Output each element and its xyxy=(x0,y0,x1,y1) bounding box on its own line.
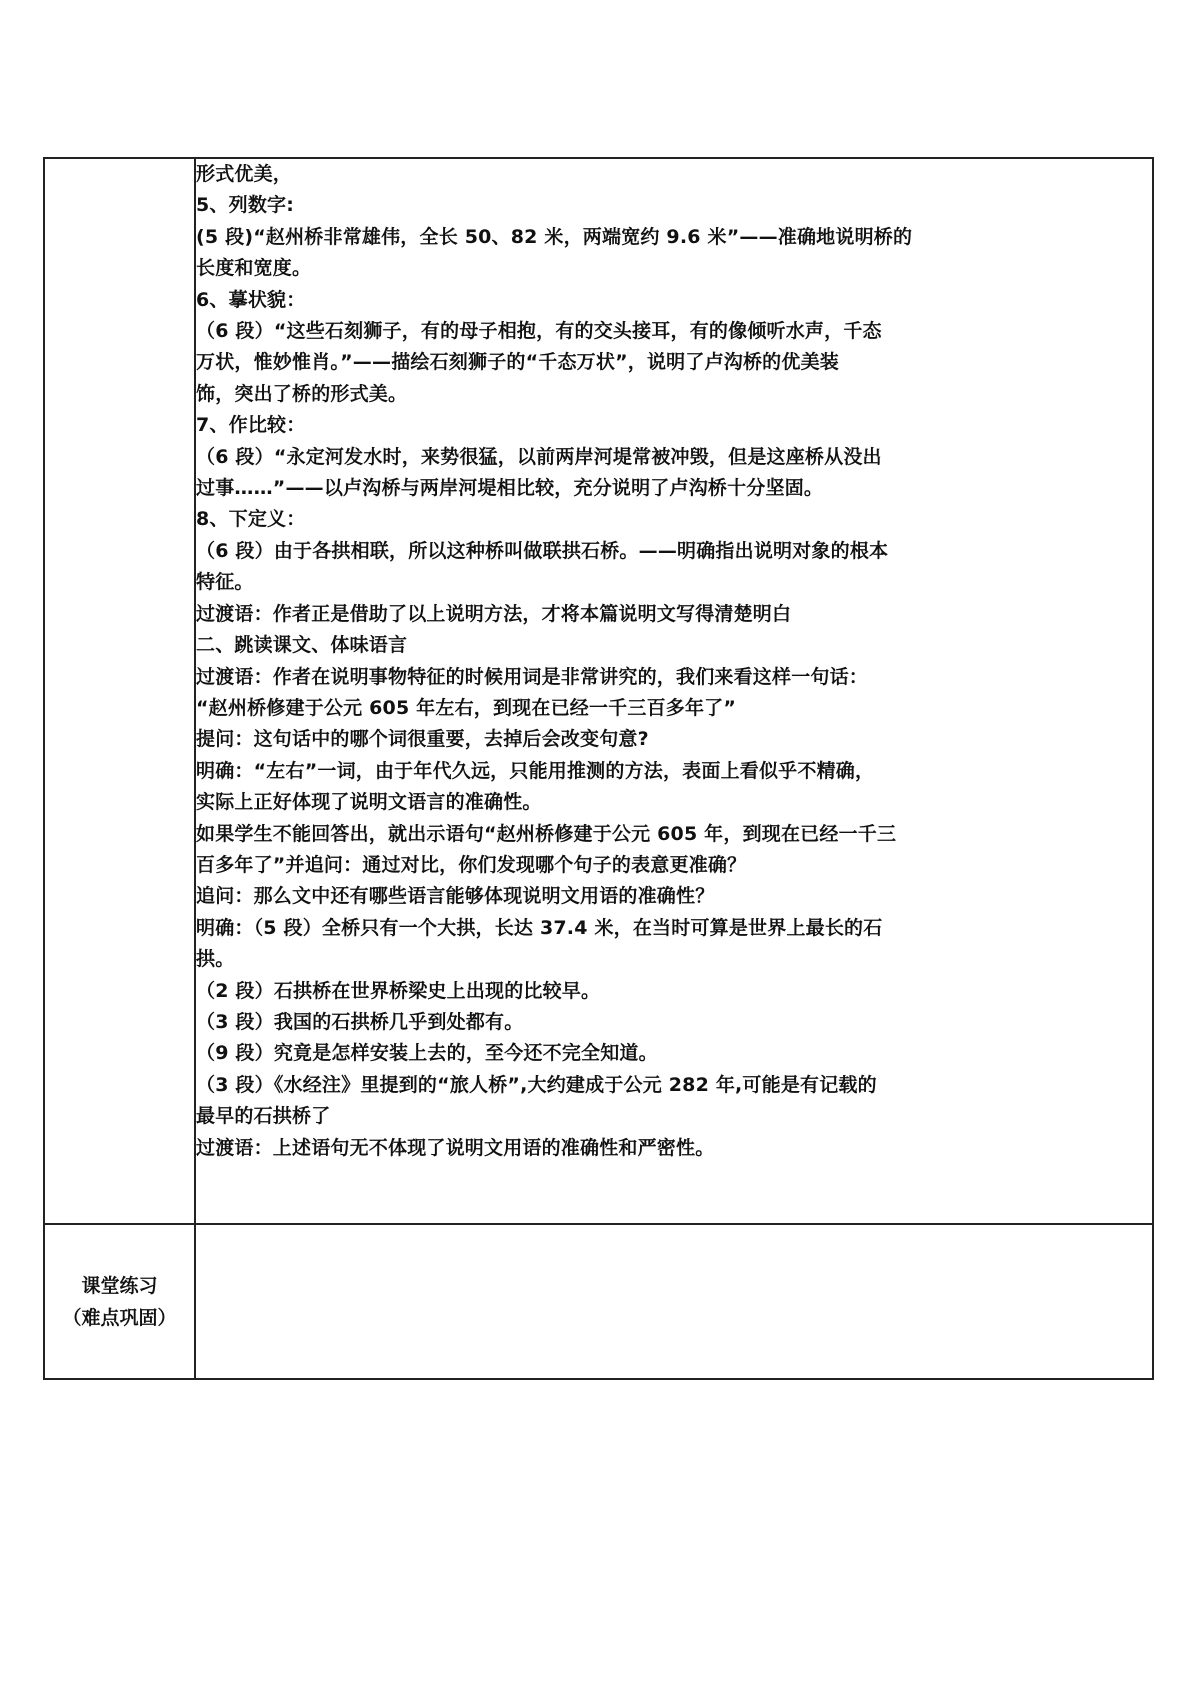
content-line: 6、摹状貌： xyxy=(196,288,306,311)
content-line: （6 段）“永定河发水时，来势很猛，以前两岸河堤常被冲毁，但是这座桥从没出 xyxy=(196,445,882,468)
content-line: 实际上正好体现了说明文语言的准确性。 xyxy=(196,791,542,814)
content-line: 饰，突出了桥的形式美。 xyxy=(196,382,408,405)
content-line: 追问：那么文中还有哪些语言能够体现说明文用语的准确性？ xyxy=(196,885,715,908)
content-line: 最早的石拱桥了 xyxy=(196,1105,331,1128)
practice-label-cell xyxy=(44,1224,195,1379)
lesson-plan-table xyxy=(43,157,1154,1380)
classroom-practice-row xyxy=(44,1224,1153,1379)
practice-label-title: 课堂练习 xyxy=(81,1274,158,1297)
content-line: 如果学生不能回答出，就出示语句“赵州桥修建于公元 605 年，到现在已经一千三 xyxy=(196,822,897,845)
practice-content-cell-empty xyxy=(195,1224,1153,1379)
content-line: 百多年了”并追问：通过对比，你们发现哪个句子的表意更准确？ xyxy=(196,853,747,876)
content-line: （2 段）石拱桥在世界桥梁史上出现的比较早。 xyxy=(196,979,601,1002)
practice-label-subtitle: （难点巩固） xyxy=(62,1306,177,1329)
content-line: （6 段）由于各拱相联，所以这种桥叫做联拱石桥。——明确指出说明对象的根本 xyxy=(196,539,889,562)
content-line: 过事……”——以卢沟桥与两岸河堤相比较，充分说明了卢沟桥十分坚固。 xyxy=(196,477,824,500)
content-line: 二、跳读课文、体味语言 xyxy=(196,634,408,657)
content-line: 过渡语：作者在说明事物特征的时候用词是非常讲究的，我们来看这样一句话： xyxy=(196,665,869,688)
content-line: （3 段）我国的石拱桥几乎到处都有。 xyxy=(196,1010,524,1033)
content-line: 特征。 xyxy=(196,571,254,594)
content-line: 拱。 xyxy=(196,948,235,971)
content-line: 万状，惟妙惟肖。”——描绘石刻狮子的“千态万状”，说明了卢沟桥的优美装 xyxy=(196,351,839,374)
content-line: （6 段）“这些石刻狮子，有的母子相抱，有的交头接耳，有的像倾听水声，千态 xyxy=(196,320,882,343)
content-line: “赵州桥修建于公元 605 年左右，到现在已经一千三百多年了” xyxy=(196,696,737,719)
content-line: 5、列数字: xyxy=(196,194,295,217)
content-line: 形式优美， xyxy=(196,163,293,185)
teaching-process-row xyxy=(44,158,1153,1224)
content-line: 7、作比较： xyxy=(196,414,306,437)
content-line: （3 段）《水经注》里提到的“旅人桥”,大约建成于公元 282 年,可能是有记载的 xyxy=(196,1073,877,1096)
content-line: 过渡语：作者正是借助了以上说明方法，才将本篇说明文写得清楚明白 xyxy=(196,602,792,625)
content-line: 明确：“左右”一词，由于年代久远，只能用推测的方法，表面上看似乎不精确， xyxy=(196,759,875,782)
teaching-content-lines xyxy=(196,159,1152,1164)
content-line: (5 段)“赵州桥非常雄伟，全长 50、82 米，两端宽约 9.6 米”——准确地说明桥的 xyxy=(196,225,913,248)
content-line: 提问：这句话中的哪个词很重要，去掉后会改变句意? xyxy=(196,728,649,751)
content-line: 8、下定义： xyxy=(196,508,306,531)
content-line: 长度和宽度。 xyxy=(196,257,312,280)
content-line: 明确：（5 段）全桥只有一个大拱，长达 37.4 米，在当时可算是世界上最长的石 xyxy=(196,916,883,939)
content-line: 过渡语：上述语句无不体现了说明文用语的准确性和严密性。 xyxy=(196,1136,715,1159)
content-line: （9 段）究竟是怎样安装上去的，至今还不完全知道。 xyxy=(196,1042,658,1065)
row-label-cell-empty xyxy=(44,158,195,1224)
teaching-content-cell xyxy=(195,158,1153,1224)
